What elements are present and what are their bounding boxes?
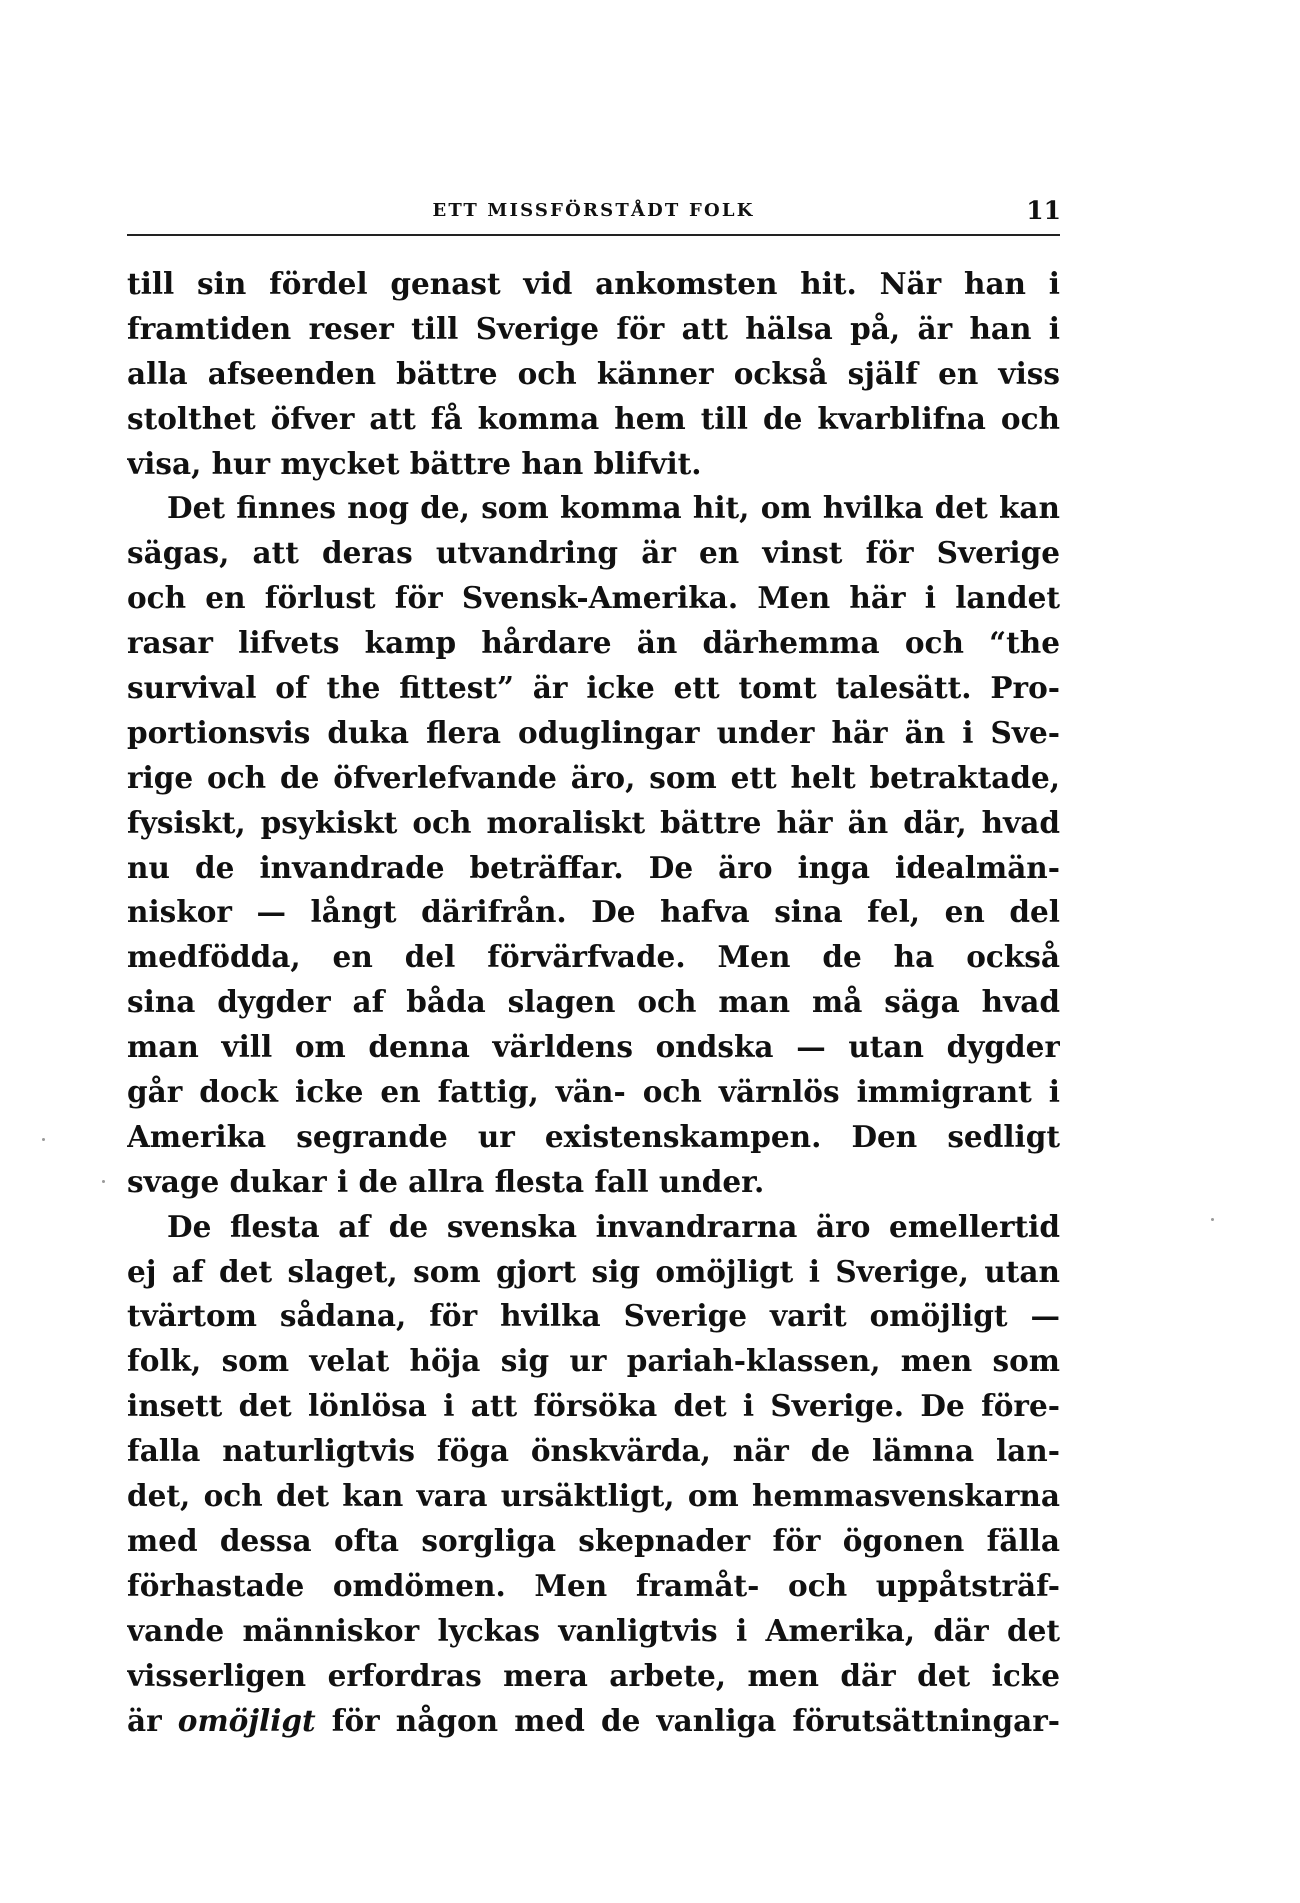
text-line: vande människor lyckas vanligtvis i Amerika, där det <box>127 1612 1060 1648</box>
text-line: visa, hur mycket bättre han blifvit. <box>127 445 702 481</box>
text-line: medfödda, en del förvärfvade. Men de ha också <box>127 939 1060 975</box>
text-line: man vill om denna världens ondska — utan dygder <box>127 1029 1060 1065</box>
body-text <box>127 262 1060 1743</box>
text-line: stolthet öfver att få komma hem till de kvarblifna och <box>127 400 1060 436</box>
text-line: fysiskt, psykiskt och moraliskt bättre här än där, hvad <box>127 804 1060 840</box>
text-segment: är <box>127 1702 178 1738</box>
text-line: sina dygder af båda slagen och man må säga hvad <box>127 984 1060 1020</box>
text-line: rige och de öfverlefvande äro, som ett helt betraktade, <box>127 759 1060 795</box>
text-line: portionsvis duka flera oduglingar under här än i Sve- <box>127 714 1060 750</box>
header-rule <box>127 234 1060 236</box>
text-line-with-emphasis <box>127 1699 1060 1744</box>
text-line: Amerika segrande ur existenskampen. Den sedligt <box>127 1118 1060 1154</box>
text-line: ej af det slaget, som gjort sig omöjligt i Sverige, utan <box>127 1253 1060 1289</box>
paper-speck <box>42 1138 45 1141</box>
text-line: framtiden reser till Sverige för att hälsa på, är han i <box>127 310 1060 346</box>
text-line: förhastade omdömen. Men framåt- och uppåtsträf- <box>127 1567 1060 1603</box>
text-line: alla afseenden bättre och känner också själf en viss <box>127 355 1060 391</box>
running-head <box>126 196 1061 226</box>
text-line: niskor — långt därifrån. De hafva sina fel, en del <box>127 894 1060 930</box>
text-line: med dessa ofta sorgliga skepnader för ögonen fälla <box>127 1522 1060 1558</box>
text-line: svage dukar i de allra flesta fall under. <box>127 1163 765 1199</box>
text-line: Det finnes nog de, som komma hit, om hvilka det kan <box>167 490 1060 526</box>
text-line: tvärtom sådana, för hvilka Sverige varit omöjligt — <box>127 1298 1060 1334</box>
text-line: nu de invandrade beträffar. De äro inga idealmän- <box>127 849 1060 885</box>
running-title: ETT MISSFÖRSTÅDT FOLK <box>432 200 755 221</box>
text-line: till sin fördel genast vid ankomsten hit. När han i <box>127 266 1060 301</box>
text-line: survival of the fittest” är icke ett tomt talesätt. Pro- <box>127 670 1060 706</box>
emphasized-word: omöjligt <box>177 1702 316 1738</box>
text-line: det, och det kan vara ursäktligt, om hemmasvenskarna <box>127 1478 1060 1514</box>
text-line: går dock icke en fattig, vän- och värnlös immigrant i <box>127 1074 1060 1110</box>
text-line: visserligen erfordras mera arbete, men där det icke <box>127 1657 1060 1693</box>
text-segment: för någon med de vanliga förutsättningar- <box>315 1702 1060 1738</box>
text-line: rasar lifvets kamp hårdare än därhemma och “the <box>127 625 1060 661</box>
text-line: De flesta af de svenska invandrarna äro emellertid <box>167 1208 1060 1244</box>
paper-speck <box>1211 1218 1214 1221</box>
text-line: sägas, att deras utvandring är en vinst för Sverige <box>127 535 1060 571</box>
text-line: och en förlust för Svensk-Amerika. Men här i landet <box>127 580 1060 616</box>
text-line: insett det lönlösa i att försöka det i Sverige. De före- <box>127 1388 1060 1424</box>
paper-speck <box>102 1180 105 1183</box>
text-line: falla naturligtvis föga önskvärda, när de lämna lan- <box>127 1433 1060 1469</box>
page-number: 11 <box>1026 196 1061 225</box>
text-line: folk, som velat höja sig ur pariah-klassen, men som <box>127 1343 1060 1379</box>
